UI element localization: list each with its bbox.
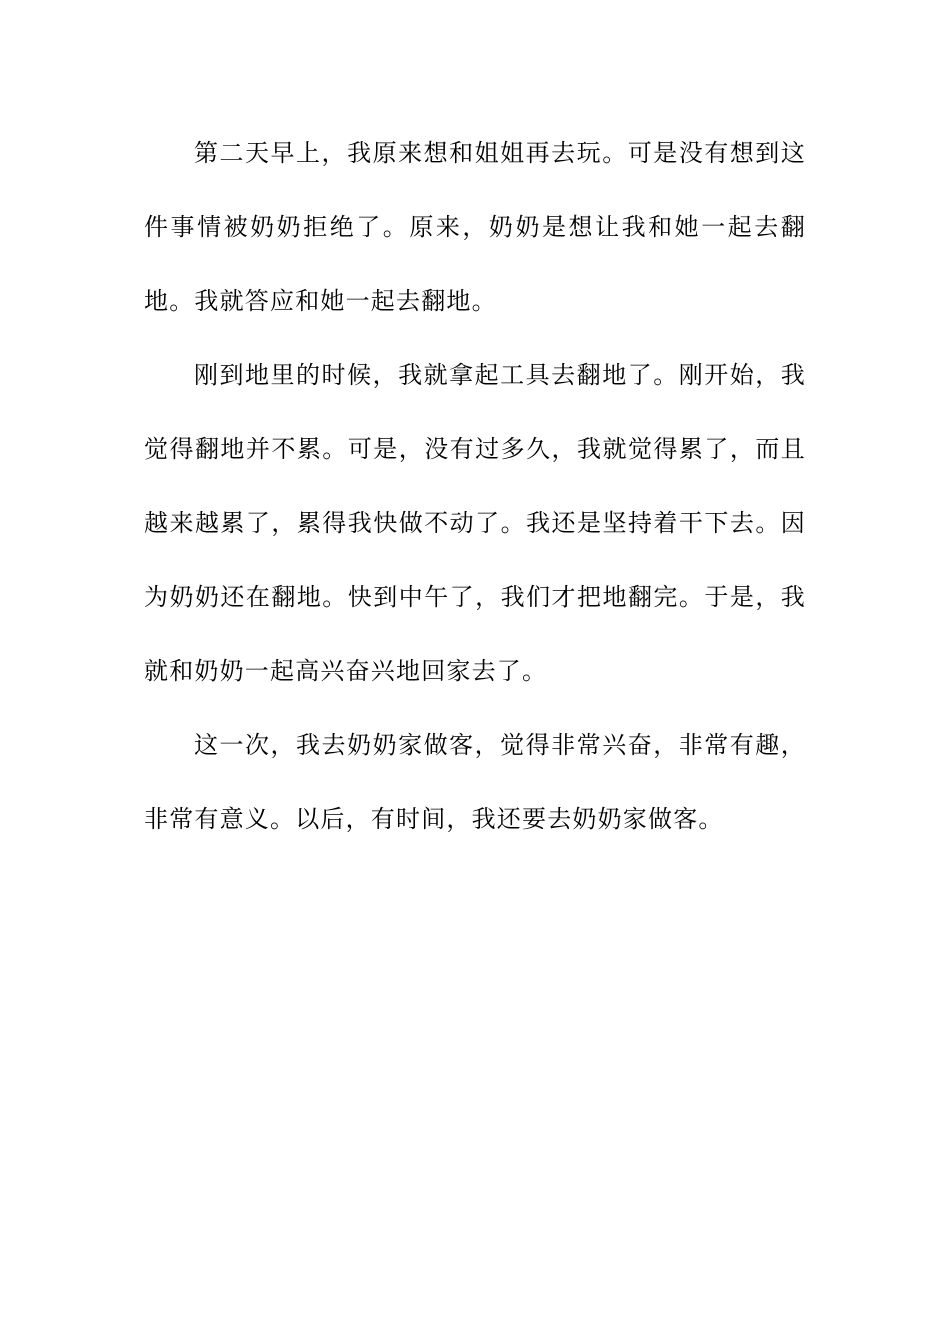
paragraph-2: 刚到地里的时候，我就拿起工具去翻地了。刚开始，我觉得翻地并不累。可是，没有过多久，我就觉得累了，而且越来越累了，累得我快做不动了。我还是坚持着干下去。因为奶奶还在翻地。快到中午了，我们才把地翻完。于是，我就和奶奶一起高兴奋兴地回家去了。 bbox=[144, 361, 806, 685]
paragraph-3: 这一次，我去奶奶家做客，觉得非常兴奋，非常有趣，非常有意义。以后，有时间，我还要去奶奶家做客。 bbox=[144, 731, 806, 833]
paragraph-1: 第二天早上，我原来想和姐姐再去玩。可是没有想到这件事情被奶奶拒绝了。原来，奶奶是想让我和她一起去翻地。我就答应和她一起去翻地。 bbox=[144, 139, 806, 315]
document-body bbox=[144, 116, 806, 856]
